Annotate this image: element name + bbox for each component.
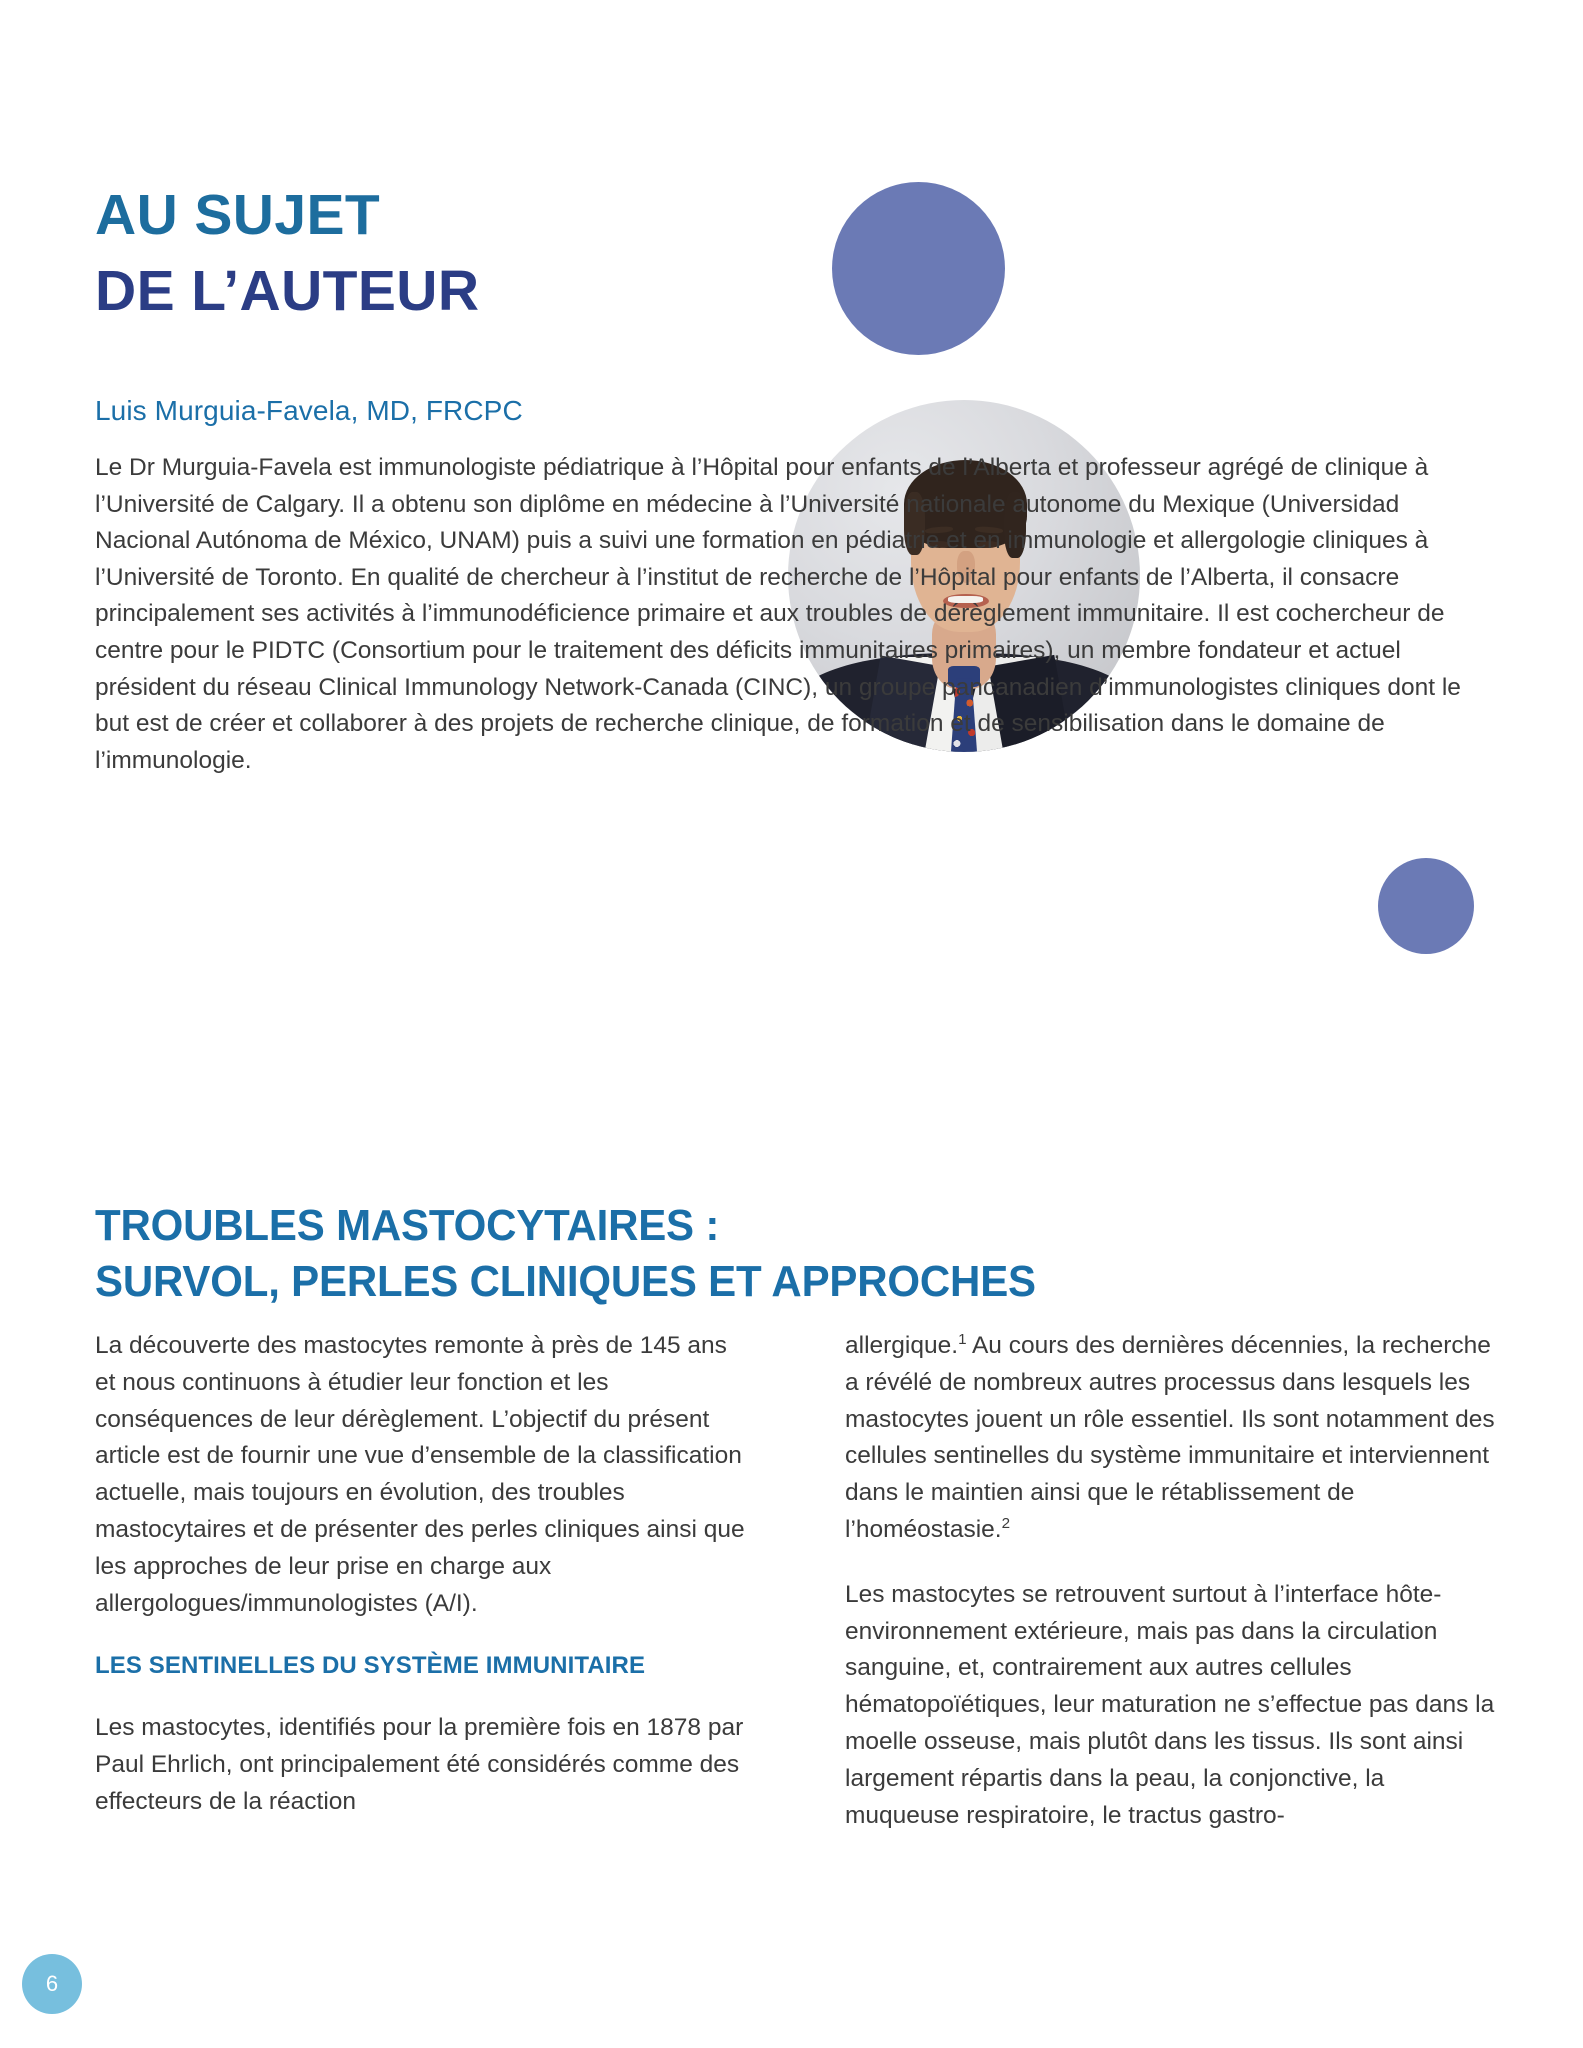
page-title-line-1: AU SUJET <box>95 183 381 247</box>
left-paragraph-1: La découverte des mastocytes remonte à près de 145 ans et nous continuons à étudier leur fonction et les conséquences de leur dérèglement. L’objectif du présent article est de fournir une vue d’ensemble de la classification actuelle, mais toujours en évolution, des troubles mastocytaires et de présenter des perles cliniques ainsi que les approches de leur prise en charge aux allergologues/immunologistes (A/I). <box>95 1332 745 1617</box>
right-p1-part1: allergique. <box>845 1332 959 1359</box>
right-paragraph-2: Les mastocytes se retrouvent surtout à l’interface hôte-environnement extérieure, mais pas dans la circulation sanguine, et, contrairement aux autres cellules hématopoïétiques, leur maturation ne s’effectue pas dans la moelle osseuse, mais plutôt dans les tissus. Ils sont ainsi largement répartis dans la peau, la conjonctive, la muqueuse respiratoire, le tractus gastro- <box>845 1580 1495 1829</box>
footnote-marker-2: 2 <box>1001 1514 1011 1532</box>
article-subheading: LES SENTINELLES DU SYSTÈME IMMUNITAIRE <box>95 1652 646 1680</box>
right-p1-part2: Au cours des dernières décennies, la recherche a révélé de nombreux autres processus dans lesquels les mastocytes jouent un rôle essentiel. Ils sont notamment des cellules sentinelles du système immunitaire et interviennent dans le maintien ainsi que le rétablissement de l’homéostasie. <box>845 1332 1495 1543</box>
footnote-marker-1: 1 <box>958 1330 967 1348</box>
article-heading <box>95 1198 1384 1311</box>
author-bio-text: Le Dr Murguia-Favela est immunologiste pédiatrique à l’Hôpital pour enfants de l’Alberta et professeur agrégé de clinique à l’Université de Calgary. Il a obtenu son diplôme en médecine à l’Université nationale autonome du Mexique (Universidad Nacional Autónoma de México, UNAM) puis a suivi une formation en pédiatrie et en immunologie et allergologie cliniques à l’Université de Toronto. En qualité de chercheur à l’institut de recherche de l’Hôpital pour enfants de l’Alberta, il consacre principalement ses activités à l’immunodéficience primaire et aux troubles de dérèglement immunitaire. Il est cochercheur de centre pour le PIDTC (Consortium pour le traitement des déficits immunitaires primaires), un membre fondateur et actuel président du réseau Clinical Immunology Network-Canada (CINC), un groupe pancanadien d’immunologistes cliniques dont le but est de créer et collaborer à des projets de recherche clinique, de formation et de sensibilisation dans le domaine de l’immunologie. <box>95 454 1461 774</box>
article-heading-line-2: SURVOL, PERLES CLINIQUES ET APPROCHES <box>95 1257 1036 1307</box>
page-title <box>95 178 855 330</box>
page-title-line-2: DE L’AUTEUR <box>95 258 480 323</box>
page-number-badge: 6 <box>22 1954 82 2014</box>
article-body <box>95 1328 1495 1968</box>
decorative-circle-top <box>832 182 1005 355</box>
article-column-right <box>845 1328 1495 1834</box>
author-bio <box>95 450 1495 1010</box>
left-paragraph-2: Les mastocytes, identifiés pour la première fois en 1878 par Paul Ehrlich, ont principalement été considérés comme des effecteurs de la réaction <box>95 1714 744 1815</box>
right-paragraph-1 <box>845 1328 1495 1549</box>
article-column-left <box>95 1328 745 1821</box>
author-name: Luis Murguia-Favela, MD, FRCPC <box>95 395 523 426</box>
article-heading-line-1: TROUBLES MASTOCYTAIRES : <box>95 1201 720 1250</box>
